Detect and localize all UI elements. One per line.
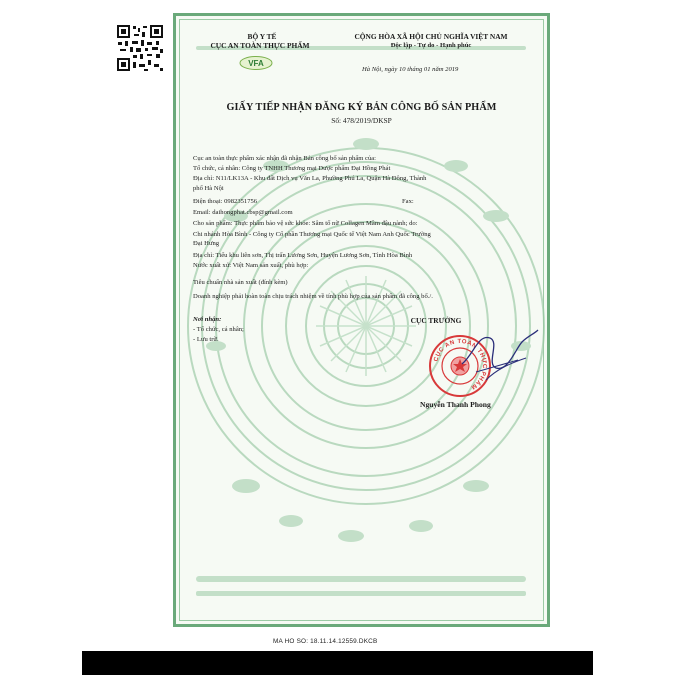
certificate-document <box>173 13 550 627</box>
phone-line: Điện thoại: 0982351756 <box>193 198 258 205</box>
handwritten-signature <box>456 324 541 396</box>
qr-code <box>116 24 164 72</box>
manufacturer-address: Địa chỉ: Tiểu khu liên sơn, Thị trấn Lương Sơn, Huyện Lương Sơn, Tỉnh Hòa Bình <box>193 252 413 259</box>
vfa-logo-icon <box>239 56 273 70</box>
bottom-black-bar <box>82 651 593 675</box>
stamp-text: CỤC AN TOÀN THỰC PHẨM <box>433 338 488 391</box>
record-code: MA HO SO: 18.11.14.12559.DKCB <box>273 638 378 645</box>
address-line-1: Địa chỉ: N11/LK13A - Khu đất Dịch vụ Văn La, Phường Phú La, Quận Hà Đông, Thành <box>193 175 427 182</box>
product-line: Cho sản phẩm: Thực phẩm bảo vệ sức khỏe: Sâm tố nữ Collagen Mầm đậu nành; do: <box>193 220 418 227</box>
origin-line: Nước xuất xứ: Việt Nam sản xuất, phù hợp: <box>193 262 309 269</box>
manufacturer-line-1: Chi nhánh Hòa Bình - Công ty Cổ phần Thương mại Quốc tế Việt Nam Anh Quốc Trường <box>193 231 431 238</box>
country-name: CỘNG HÒA XÃ HỘI CHỦ NGHĨA VIỆT NAM <box>354 32 508 41</box>
email-line: Email: daihongphat.cbsp@gmail.com <box>193 209 293 216</box>
document-number: Số: 478/2019/DKSP <box>331 116 392 125</box>
responsibility-line: Doanh nghiệp phải hoàn toàn chịu trách nhiệm về tính phù hợp của sản phẩm đã công bố./. <box>193 293 433 300</box>
standard-line: Tiêu chuẩn nhà sản xuất (đính kèm) <box>193 279 288 286</box>
intro-line: Cục an toàn thực phẩm xác nhận đã nhận Bản công bố sản phẩm của: <box>193 155 377 162</box>
logo-text: VFA <box>248 58 264 68</box>
department-name: CỤC AN TOÀN THỰC PHẨM <box>210 41 310 50</box>
national-motto: Độc lập - Tự do - Hạnh phúc <box>390 42 472 49</box>
organization-line: Tổ chức, cá nhân: Công ty TNHH Thương mại Dược phẩm Đại Hồng Phát <box>193 165 391 172</box>
address-line-2: phố Hà Nội <box>193 185 224 192</box>
ministry-name: BỘ Y TẾ <box>247 32 277 41</box>
fax-line: Fax: <box>402 198 414 205</box>
manufacturer-line-2: Đại Hưng <box>193 240 220 247</box>
signer-role: CỤC TRƯỞNG <box>410 316 462 325</box>
document-title: GIẤY TIẾP NHẬN ĐĂNG KÝ BẢN CÔNG BỐ SẢN PHẨM <box>226 102 497 113</box>
issue-date: Hà Nội, ngày 10 tháng 01 năm 2019 <box>362 66 459 73</box>
signer-name: Nguyễn Thanh Phong <box>420 400 491 409</box>
recipient-item: - Tổ chức, cá nhân; <box>193 326 244 333</box>
recipients-heading: Nơi nhận: <box>193 316 222 323</box>
recipient-item: - Lưu trữ. <box>193 336 219 343</box>
